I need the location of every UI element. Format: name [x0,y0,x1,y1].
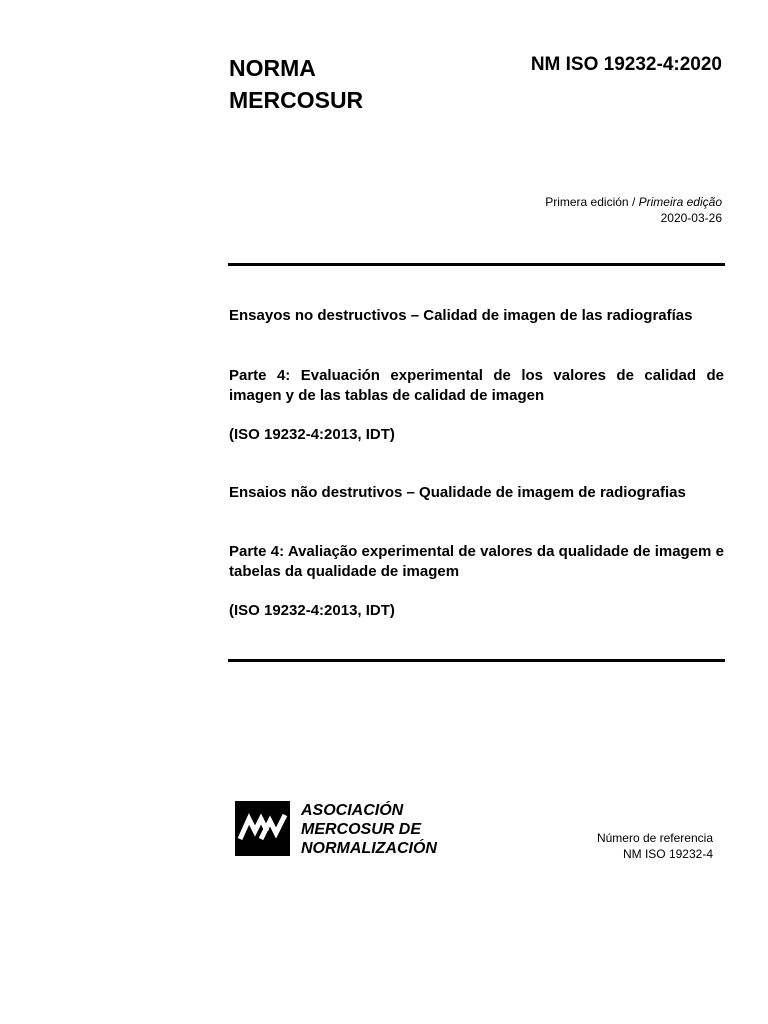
spanish-iso-ref: (ISO 19232-4:2013, IDT) [229,426,395,443]
edition-date: 2020-03-26 [660,211,722,225]
edition-pt: Primeira edição [638,195,722,209]
portuguese-iso-ref: (ISO 19232-4:2013, IDT) [229,602,395,619]
organization-name [301,801,437,858]
edition-info [545,194,722,226]
reference-number [597,830,713,862]
spanish-part: Parte 4: Evaluación experimental de los valores de calidad de imagen y de las tablas de calidad de imagen [229,367,724,404]
bottom-divider [228,659,725,662]
spanish-title: Ensayos no destructivos – Calidad de imagen de las radiografías [229,307,693,324]
org-line-3: NORMALIZACIÓN [301,840,437,857]
amn-logo-mark [235,801,290,856]
norma-line-2: MERCOSUR [229,87,364,113]
edition-separator: / [631,195,636,209]
org-line-1: ASOCIACIÓN [301,802,404,819]
edition-es: Primera edición [545,195,629,209]
norma-line-1: NORMA [229,55,316,81]
amn-logo-icon [235,801,290,856]
reference-value: NM ISO 19232-4 [622,847,713,861]
portuguese-title: Ensaios não destrutivos – Qualidade de imagem de radiografias [229,484,686,501]
reference-label: Número de referencia [596,831,713,845]
top-divider [228,263,725,266]
org-line-2: MERCOSUR DE [301,821,422,838]
standard-code: NM ISO 19232-4:2020 [530,54,722,75]
norma-title [229,52,363,116]
portuguese-part: Parte 4: Avaliação experimental de valores da qualidade de imagem e tabelas da qualidade de imagem [229,543,724,580]
